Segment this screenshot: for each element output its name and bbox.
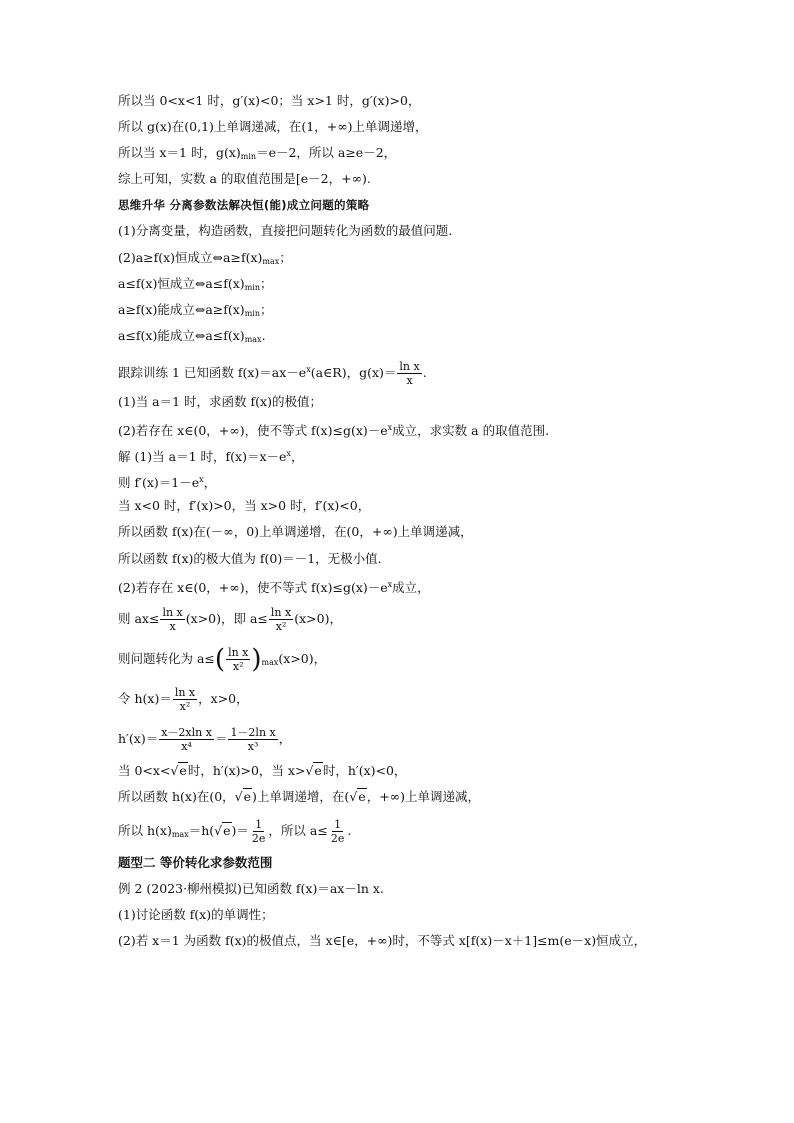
subscript: min [244, 282, 260, 292]
line-text: a≤f(x)恒成立⇔a≤f(x) [118, 275, 245, 291]
subscript: max [171, 829, 189, 839]
subscript: min [240, 152, 257, 162]
text-line [118, 118, 718, 136]
text-line [118, 92, 718, 110]
text-line [118, 642, 718, 676]
line-text: ； [279, 249, 292, 265]
line-text: ＝e－2，所以 a≥e－2， [256, 145, 397, 161]
text-line [118, 419, 718, 437]
superscript: x [306, 364, 311, 374]
line-text: 时，h′(x)>0，当 x> [187, 762, 306, 778]
line-text: 成立， [392, 579, 430, 595]
line-text: )＝ [231, 822, 249, 838]
line-text: 所以当 x＝1 时，g(x) [118, 145, 241, 161]
text-line [118, 762, 718, 780]
line-text: 例 2 (2023·柳州模拟)已知函数 f(x)＝ax－ln x. [118, 880, 384, 896]
line-text: ， [203, 475, 217, 491]
line-text: (1)分离变量，构造函数，直接把问题转化为函数的最值问题. [118, 223, 453, 239]
line-text: 时，h′(x)<0， [322, 762, 407, 778]
fraction [250, 818, 268, 845]
line-text: a≥f(x)能成立⇔a≥f(x) [118, 301, 245, 317]
line-text: ； [259, 275, 273, 291]
line-text: 当 0<x< [118, 762, 171, 778]
text-line [118, 471, 718, 489]
text-line [118, 602, 718, 636]
line-text: 所以函数 f(x)的极大值为 f(0)＝－1，无极小值. [118, 550, 382, 566]
line-text: (2)a≥f(x)恒成立⇔a≥f(x) [118, 249, 263, 265]
line-text: (2)若 x＝1 为函数 f(x)的极值点，当 x∈[e，+∞)时，不等式 x[f(x)－x＋1]≤m(e－x)恒成立， [118, 933, 647, 949]
fraction [160, 606, 184, 633]
line-text: 则 ax≤ [118, 610, 160, 626]
subscript: max [261, 657, 279, 667]
subscript: min [244, 308, 260, 318]
line-text: ，所以 a≤ [268, 822, 328, 838]
radicand: e [223, 822, 231, 838]
text-line [118, 497, 718, 515]
text-line [118, 722, 718, 756]
radicand: e [179, 762, 187, 778]
square-root [214, 814, 231, 848]
fraction-numerator: x－2xln x [161, 725, 212, 739]
line-text: 则 f′(x)＝1－e [118, 475, 200, 491]
text-line [118, 523, 718, 541]
line-text: h′(x)＝ [118, 730, 159, 746]
line-text: 则问题转化为 a≤ [118, 650, 215, 666]
line-text: (2)若存在 x∈(0，+∞)，使不等式 f(x)≤g(x)－e [118, 423, 388, 439]
line-text: (x>0)， [278, 650, 327, 666]
text-line [118, 550, 718, 568]
line-text: (a∈R)，g(x)＝ [310, 364, 397, 380]
text-line [118, 906, 718, 924]
line-text: . [347, 822, 352, 838]
sqrt-sign: √ [305, 762, 314, 778]
fraction [397, 360, 421, 387]
text-line [118, 880, 718, 898]
text-line [118, 353, 718, 387]
fraction [269, 606, 293, 633]
fraction-denominator: x [169, 619, 176, 633]
document-body [118, 92, 718, 958]
superscript: x [387, 423, 393, 433]
text-line [118, 682, 718, 716]
text-line [118, 576, 718, 594]
line-text: 跟踪训练 1 已知函数 f(x)＝ax－e [118, 364, 307, 380]
fraction-numerator: ln x [162, 605, 183, 619]
line-text: ， [290, 449, 304, 465]
fraction-denominator: x⁴ [181, 739, 192, 753]
line-text: a≤f(x)能成立⇔a≤f(x) [118, 327, 245, 343]
subscript: max [244, 334, 262, 344]
text-line [118, 275, 718, 293]
line-text: 所以 h(x) [118, 822, 172, 838]
superscript: x [286, 449, 291, 459]
fraction-numerator: 1 [334, 817, 342, 831]
line-text: (x>0)， [294, 610, 342, 626]
fraction-numerator: 1 [255, 817, 263, 831]
superscript: x [387, 579, 393, 589]
fraction-numerator: ln x [270, 605, 292, 619]
fraction-denominator: x² [275, 619, 287, 633]
square-root [305, 762, 322, 780]
text-line [118, 814, 718, 848]
line-text: 综上可知，实数 a 的取值范围是[e－2，+∞). [118, 171, 371, 187]
left-paren: ( [214, 644, 226, 675]
sqrt-sign: √ [214, 822, 223, 838]
fraction-numerator: ln x [174, 685, 196, 699]
line-text: )上单调递增，在( [252, 788, 350, 804]
line-text: . [422, 364, 427, 380]
sqrt-sign: √ [170, 762, 179, 778]
line-text: ＝h( [188, 822, 215, 838]
text-line [118, 788, 718, 806]
line-text: 解 (1)当 a＝1 时，f(x)＝x－e [118, 449, 287, 465]
text-line [118, 932, 718, 950]
section-heading [118, 854, 718, 872]
fraction-denominator: x [406, 373, 413, 387]
line-text: 所以函数 f(x)在(－∞，0)上单调递增，在(0，+∞)上单调递减， [118, 524, 473, 540]
fraction-numerator: ln x [399, 359, 420, 373]
square-root [349, 788, 366, 806]
sqrt-sign: √ [349, 788, 358, 804]
section-heading [118, 196, 718, 214]
text-line [118, 144, 718, 162]
text-line [118, 249, 718, 267]
square-root [235, 788, 252, 806]
fraction-denominator: x² [232, 659, 244, 673]
text-line [118, 170, 718, 188]
line-text: ，x>0， [198, 690, 249, 706]
line-text: 所以当 0<x<1 时，g′(x)<0；当 x>1 时，g′(x)>0， [118, 93, 421, 108]
square-root [170, 762, 187, 780]
line-text: 当 x<0 时，f′(x)>0，当 x>0 时，f′(x)<0， [118, 498, 371, 514]
fraction-numerator: ln x [228, 645, 249, 659]
text-line [118, 222, 718, 240]
fraction [226, 646, 250, 673]
text-line [118, 393, 718, 411]
line-text: (x>0)，即 a≤ [185, 610, 268, 626]
radicand: e [243, 788, 252, 804]
line-text: 所以函数 h(x)在(0， [118, 788, 235, 804]
heading-text: 题型二 等价转化求参数范围 [118, 854, 273, 870]
line-text: 所以 g(x)在(0,1)上单调递减，在(1，+∞)上单调递增， [118, 119, 428, 135]
right-paren: ) [251, 644, 262, 675]
radicand: e [314, 762, 322, 778]
heading-text: 思维升华 分离参数法解决恒(能)成立问题的策略 [118, 198, 370, 213]
line-text: ＝ [214, 730, 228, 746]
line-text: 令 h(x)＝ [118, 690, 172, 706]
text-line [118, 327, 718, 345]
text-line [118, 301, 718, 319]
fraction [228, 726, 277, 753]
sqrt-sign: √ [234, 788, 243, 804]
fraction [173, 686, 197, 713]
line-text: (2)若存在 x∈(0，+∞)，使不等式 f(x)≤g(x)－e [118, 579, 388, 595]
fraction-denominator: x³ [247, 739, 259, 753]
fraction-numerator: 1－2ln x [230, 725, 276, 739]
fraction-denominator: x² [179, 699, 191, 713]
fraction [159, 726, 214, 753]
line-text: ，+∞)上单调递减， [366, 788, 480, 804]
text-line [118, 445, 718, 463]
line-text: 成立，求实数 a 的取值范围. [392, 423, 550, 439]
fraction-denominator: 2e [251, 831, 266, 845]
radicand: e [358, 788, 366, 804]
line-text: ； [259, 301, 273, 317]
superscript: x [199, 475, 204, 485]
line-text: . [261, 327, 266, 343]
fraction-denominator: 2e [330, 831, 345, 845]
line-text: (1)当 a＝1 时，求函数 f(x)的极值； [118, 393, 322, 409]
line-text: ， [278, 730, 292, 746]
fraction [329, 818, 347, 845]
line-text: (1)讨论函数 f(x)的单调性； [118, 907, 274, 923]
subscript: max [262, 256, 280, 266]
